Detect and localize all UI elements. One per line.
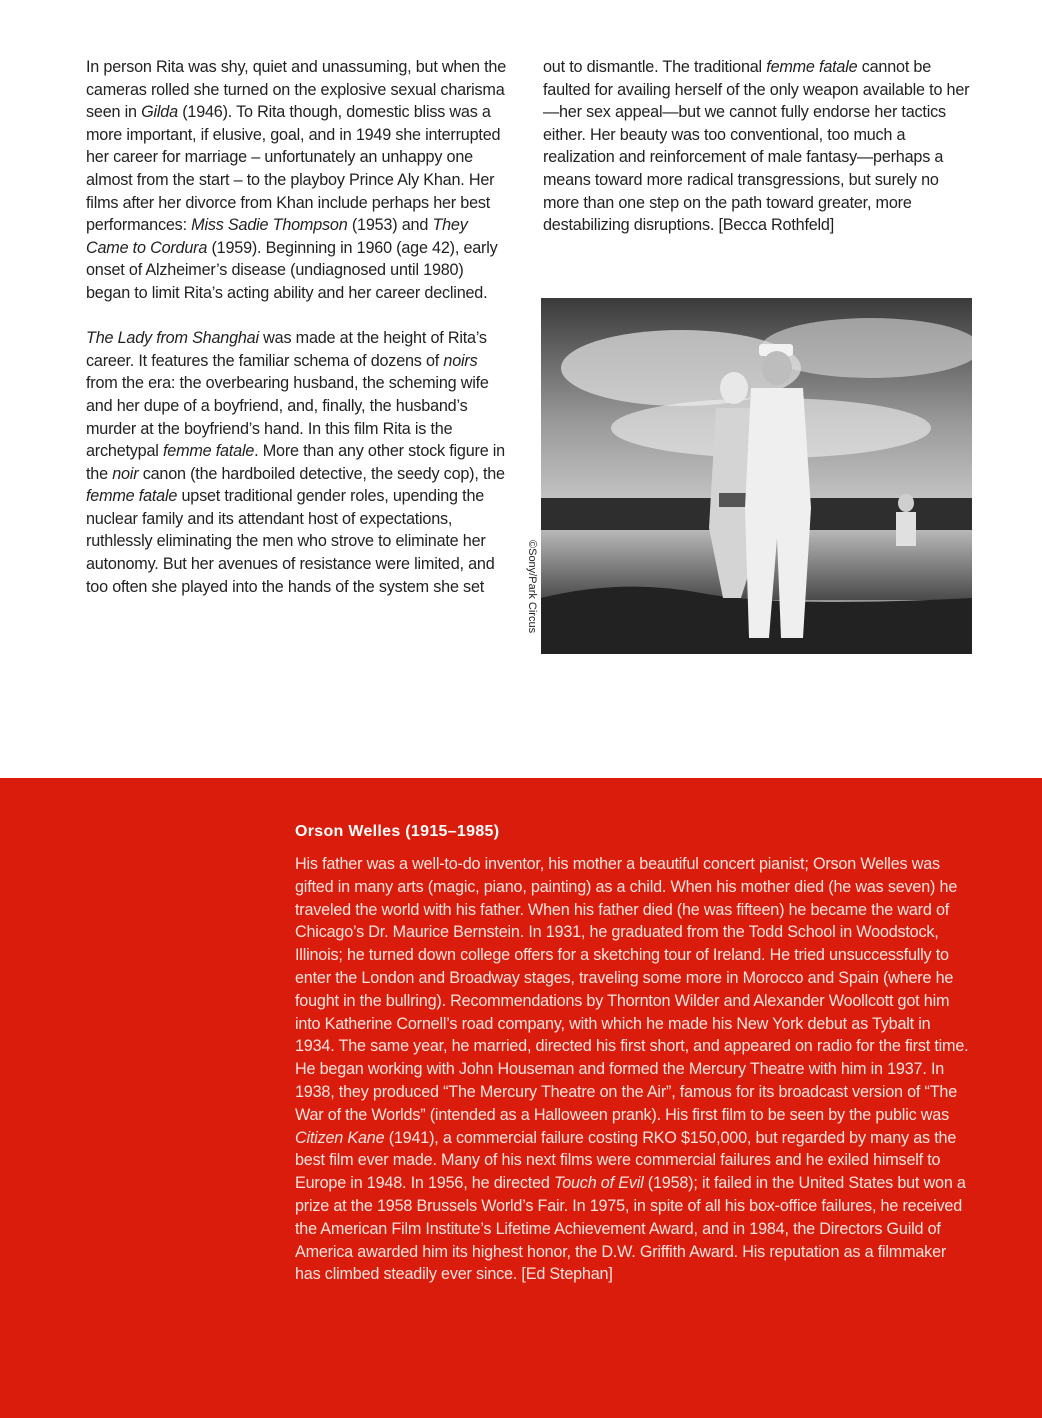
italic-term: noir [112,464,139,483]
photo-credit [525,540,539,654]
film-title: Citizen Kane [295,1128,385,1147]
film-title: They Came to Cordura [86,216,468,257]
bio-panel [0,778,1042,1418]
italic-term: femme fatale [162,442,255,461]
text-run: . More than any other stock figure in the [86,442,505,483]
text-run: In person Rita was shy, quiet and unassuming, but when the cameras rolled she turned on the explosive sexual charisma seen in [86,58,507,122]
text-run: (1953) and [347,216,433,235]
film-title: The Lady from Shanghai [86,329,259,348]
italic-term: noirs [443,351,478,370]
text-run: from the era: the overbearing husband, the scheming wife and her dupe of a boyfriend, and, finally, the husband’s murder at the boyfriend’s hand. In this film Rita is the archetypal [86,374,489,461]
film-title: Miss Sadie Thompson [191,216,348,235]
text-run: His father was a well-to-do inventor, his mother a beautiful concert pianist; Orson Welles was gifted in many arts (magic, piano, painting) as a child. When his mother died (he was seven) he traveled the world with his father. When his father died (he was fifteen) he became the ward of Chicago’s Dr. Maurice Bernstein. In 1931, he graduated from the Todd School in Woodstock, Illinois; he turned down college offers for a sketching tour of Ireland. He tried unsuccessfully to enter the London and Broadway stages, traveling some more in Morocco and Spain (where he fought in the bullring). Recommendations by Thornton Wilder and Alexander Woollcott got him into Katherine Cornell’s road company, with which he made his New York debut as Tybalt in 1934. The same year, he married, directed his first short, and appeared on radio for the first time. He began working with John Houseman and formed the Mercury Theatre with him in 1937. In 1938, they produced “The Mercury Theatre on the Air”, famous for its broadcast version of “The War of the Worlds” (intended as a Halloween prank). His first film to be seen by the public was [295,855,969,1124]
text-run: was made at the height of Rita’s career. It features the familiar schema of dozens of [86,329,487,370]
text-run: canon (the hardboiled detective, the seedy cop), the [138,464,505,483]
rita-paragraph-3 [543,56,973,237]
text-run: (1941), a commercial failure costing RKO $150,000, but regarded by many as the best film ever made. Many of his next films were commercial failures and he exiled himself to Europe in 1948. In 1956, he directed [295,1128,957,1193]
italic-term: femme fatale [766,58,858,76]
text-run: upset traditional gender roles, upending the nuclear family and its attendant host of expectations, ruthlessly eliminating the men who strove to eliminate her autonomy. But her avenues of resistance were limited, and too often she played into the hands of the system she set [86,487,495,596]
text-run: (1958); it failed in the United States but won a prize at the 1958 Brussels World’s Fair. In 1975, in spite of all his box-office failures, he received the American Film Institute’s Lifetime Achievement Award, and in 1984, the Directors Guild of America awarded him its highest honor, the D.W. Griffith Award. His reputation as a filmmaker has climbed steadily ever since. [Ed Stephan] [295,1174,966,1284]
left-text-column [86,56,511,621]
photo-credit-text: ©Sony/Park Circus [526,540,538,634]
film-title: Touch of Evil [554,1174,644,1193]
italic-term: femme fatale [86,487,178,506]
rita-paragraph-1 [86,56,511,305]
text-run: (1959). Beginning in 1960 (age 42), early onset of Alzheimer’s disease (undiagnosed until 1980) began to limit Rita’s acting ability and her career declined. [86,238,498,302]
bio-text [295,853,970,1286]
rita-paragraph-2 [86,327,511,598]
text-run: (1946). To Rita though, domestic bliss was a more important, if elusive, goal, and in 1949 she interrupted her career for marriage – unfortunately an unhappy one almost from the start – to the playboy Prince Aly Khan. Her films after her divorce from Khan include perhaps her best performances: [86,103,501,235]
text-run: cannot be faulted for availing herself of the only weapon available to her—her sex appeal—but we cannot fully endorse her tactics either. Her beauty was too conventional, too much a realization and reinforcement of male fantasy—perhaps a means toward more radical transgressions, but surely no more than one step on the path toward greater, more destabilizing disruptions. [Becca Rothfeld] [543,58,970,235]
bio-title: Orson Welles (1915–1985) [295,823,500,840]
film-still-photo [541,298,972,654]
right-text-column [543,56,973,237]
bystander-figure [896,494,916,546]
text-run: out to dismantle. The traditional [543,58,767,76]
film-title: Gilda [141,103,178,122]
